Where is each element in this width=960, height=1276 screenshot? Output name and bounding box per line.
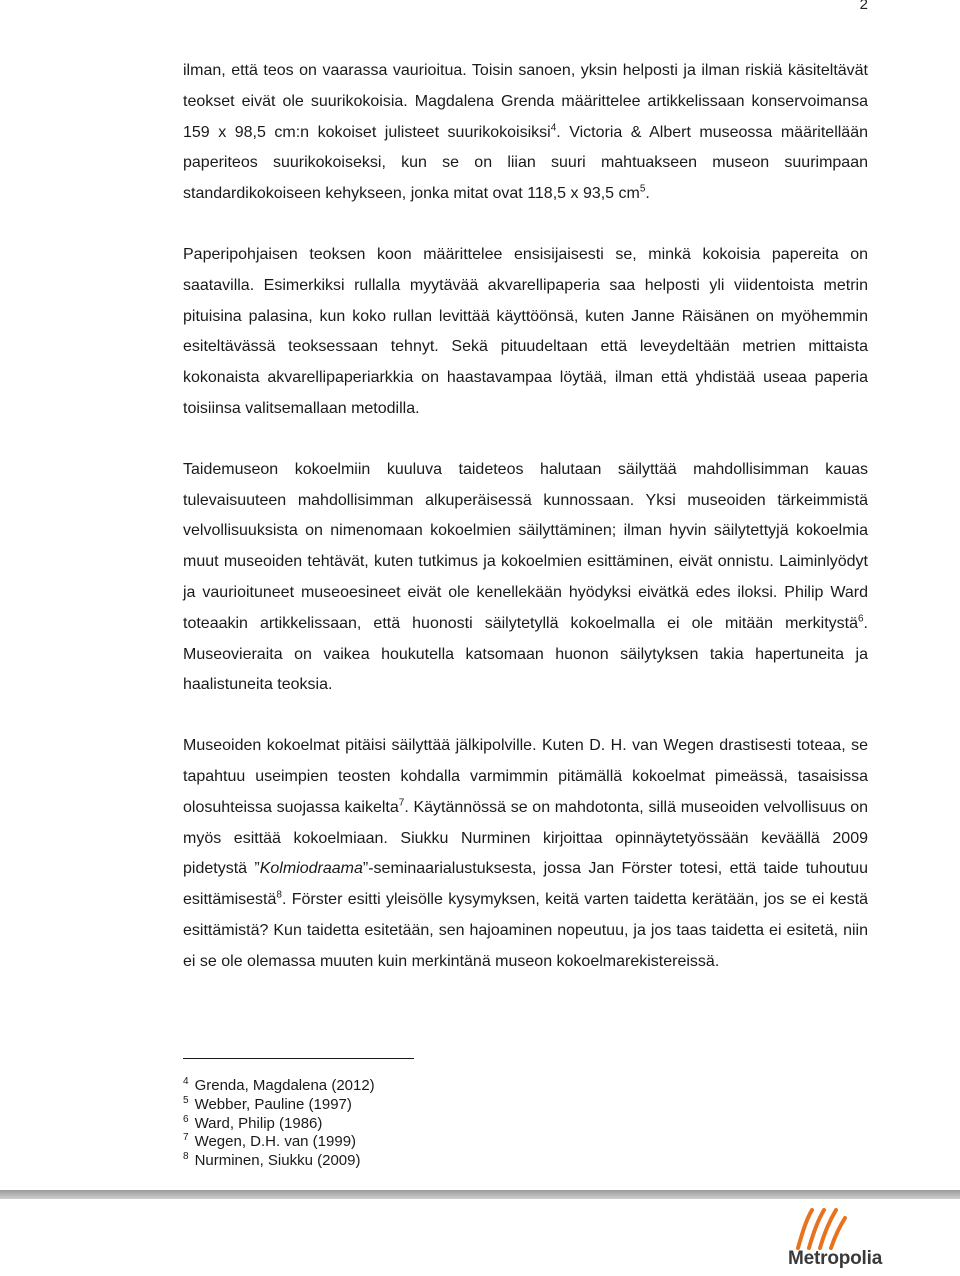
paragraph-text: Museoiden kokoelmat pitäisi säilyttää jälkipolville. Kuten D. H. van Wegen drastisesti toteaa, se tapahtuu useimpien teosten kohdalla varmimmin pitämällä kokoelmat pimeässä, tasaisissa olosuhteissa suojassa kaikelta xyxy=(183,737,868,816)
footer-band xyxy=(0,1190,960,1199)
footnote-separator xyxy=(183,1058,414,1059)
footnote-ref: 8 xyxy=(276,889,282,901)
footnote-ref: 4 xyxy=(550,122,557,134)
footnote-text: Webber, Pauline (1997) xyxy=(194,1095,352,1113)
footnote-text: Nurminen, Siukku (2009) xyxy=(194,1152,361,1170)
paragraph-text: . Victoria & Albert museossa määritellään paperiteos suurikokoiseksi, kun se on liian suuri mahtuakseen museon suurimpaan standardikokoiseen kehykseen, jonka mitat ovat 118,5 x 93,5 cm xyxy=(183,123,868,203)
metropolia-logo xyxy=(788,1204,922,1274)
footnotes xyxy=(183,1077,375,1171)
paragraph-text: . xyxy=(645,185,650,203)
footnote-text: Grenda, Magdalena (2012) xyxy=(194,1077,375,1094)
footnote-text: Ward, Philip (1986) xyxy=(194,1114,323,1132)
footnote-text: Wegen, D.H. van (1999) xyxy=(194,1133,357,1151)
metropolia-logo-icon xyxy=(794,1204,848,1250)
paragraph-4 xyxy=(183,731,868,977)
logo-wordmark: Metropolia xyxy=(788,1248,883,1269)
paragraph-2: Paperipohjaisen teoksen koon määrittelee ensisijaisesti se, minkä kokoisia papereita on saatavilla. Esimerkiksi rullalla myytävää akvarellipaperia saa helposti yli viidentoista metrin pituisina palasina, kun koko rullan levittää käyttöönsä, kuten Janne Räisänen on myöhemmin esiteltävässä teoksessaan tehnyt. Sekä pituudeltaan että leveydeltään metrien mittaista kokonaista akvarellipaperiarkkia on haastavampaa löytää, ilman että yhdistää useaa paperia toisiinsa valitsemallaan metodilla. xyxy=(183,245,868,417)
paragraph-text: Taidemuseon kokoelmiin kuuluva taideteos halutaan säilyttää mahdollisimman kauas tulevaisuuteen mahdollisimman alkuperäisessä kunnossaan. Yksi museoiden tärkeimmistä velvollisuuksista on nimenomaan kokoelmien säilyttäminen; ilman hyvin säilytettyjä kokoelmia muut museoiden tehtävät, kuten tutkimus ja kokoelmien esittäminen, eivät onnistu. Laiminlyödyt ja vaurioituneet museoesineet eivät ole kenellekään hyödyksi eivätkä edes iloksi. Philip Ward toteaakin artikkelissaan, että huonosti säilytetyllä kokoelmalla ei ole mitään merkitystä xyxy=(183,460,868,632)
paragraph-text: . Förster esitti yleisölle kysymyksen, keitä varten taidetta kerätään, jos se ei kestä esittämistä? Kun taidetta esitetään, sen hajoaminen nopeutuu, ja jos taas taidetta ei esitetä, niin ei se ole olemassa muuten kuin merkintänä museon kokoelmarekistereissä. xyxy=(183,891,868,970)
italic-title: Kolmiodraama xyxy=(259,860,363,878)
paragraph-text: . Museovieraita on vaikea houkutella katsomaan huonon säilytyksen takia hapertuneita ja haalistuneita teoksia. xyxy=(183,614,868,694)
footnote-number: 5 xyxy=(183,1094,189,1106)
paragraph-3 xyxy=(183,455,868,701)
footnote xyxy=(183,1096,375,1115)
footnote-number: 8 xyxy=(183,1151,189,1163)
footnote-ref: 7 xyxy=(398,797,405,809)
footnote xyxy=(183,1133,375,1152)
document-body xyxy=(183,56,868,978)
paragraph-text: ilman, että teos on vaarassa vaurioitua. Toisin sanoen, yksin helposti ja ilman riskiä käsiteltävät teokset eivät ole suurikokoisia. Magdalena Grenda määrittelee artikkelissaan konservoimansa 159 x 98,5 cm:n kokoiset julisteet suurikokoisiksi xyxy=(183,62,868,141)
footnote xyxy=(183,1152,375,1171)
footnote xyxy=(183,1077,375,1096)
page-number: 2 xyxy=(859,0,868,13)
footnote-number: 7 xyxy=(183,1132,189,1144)
footnote-ref: 6 xyxy=(857,613,864,625)
paragraph-text: . Käytännössä se on mahdotonta, sillä museoiden velvollisuus on myös esittää kokoelmiaan. Siukku Nurminen kirjoittaa opinnäytetyössään keväällä 2009 pidetystä ” xyxy=(183,798,869,878)
paragraph-text: ”-seminaarialustuksesta, jossa Jan Förster totesi, että taide tuhoutuu esittämisestä xyxy=(183,860,869,909)
footnote-number: 4 xyxy=(183,1076,189,1087)
footnote-number: 6 xyxy=(183,1113,189,1125)
footnote-ref: 5 xyxy=(639,183,646,195)
paragraph-1 xyxy=(183,56,868,210)
footnote xyxy=(183,1115,375,1134)
